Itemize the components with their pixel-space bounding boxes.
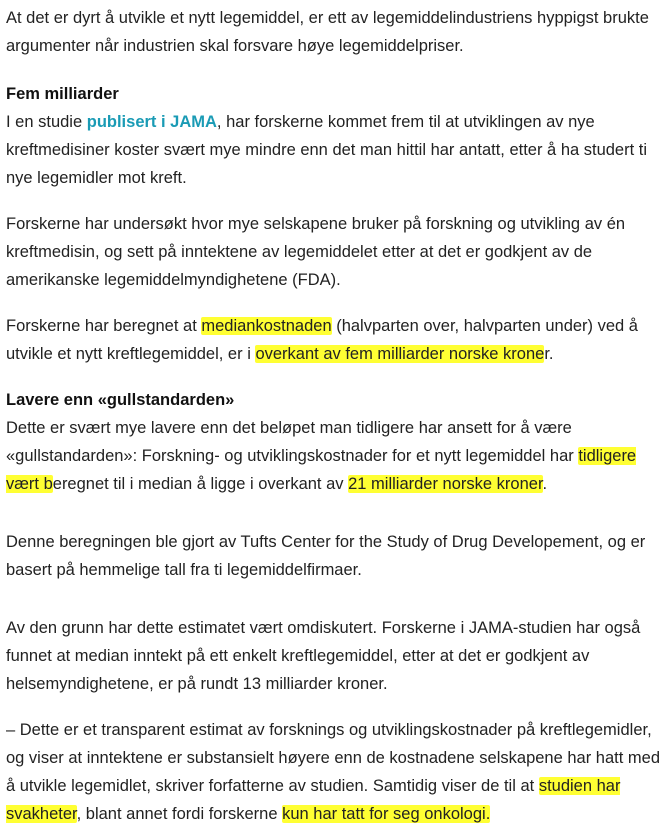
highlight-onkologi: kun har tatt for seg onkologi.	[282, 805, 491, 823]
text-segment: .	[542, 475, 548, 493]
paragraph-omdiskutert: Av den grunn har dette estimatet vært omdiskutert. Forskerne i JAMA-studien har også funnet at median inntekt på ett enkelt kreftlegemiddel, etter at det er godkjent av helsemyndighetene, er på rundt 13 milliarder kroner.	[6, 619, 641, 693]
text-segment: eregnet til i median å ligge i overkant av	[52, 475, 349, 493]
paragraph-tufts: Denne beregningen ble gjort av Tufts Center for the Study of Drug Developement, og er basert på hemmelige tall fra ti legemiddelfirmaer.	[6, 533, 646, 579]
text-segment: I en studie	[6, 113, 87, 131]
text-segment: Dette er svært mye lavere enn det beløpet man tidligere har ansett for å være «gullstandarden»: Forskning- og utviklingskostnader for et nytt legemiddel har	[6, 419, 579, 465]
paragraph-median-cost	[6, 312, 662, 368]
paragraph-research: Forskerne har undersøkt hvor mye selskapene bruker på forskning og utvikling av én kreftmedisin, og sett på inntektene av legemiddelet etter at det er godkjent av de amerikanske legemiddelmyndighetene (FDA).	[6, 215, 626, 289]
text-segment: , blant annet fordi forskerne	[76, 805, 283, 823]
paragraph-quote	[6, 716, 662, 828]
highlight-fem-milliarder: overkant av fem milliarder norske krone	[255, 345, 545, 363]
heading-fem-milliarder: Fem milliarder	[6, 85, 119, 103]
paragraph-gold-standard	[6, 414, 662, 498]
highlight-21-milliarder: 21 milliarder norske kroner	[348, 475, 543, 493]
paragraph-study	[6, 108, 662, 192]
text-segment: , har forskerne kommet frem til at utviklingen av nye kreftmedisiner koster svært mye mindre enn det man hittil har antatt, etter å ha studert ti nye legemidler mot kreft.	[6, 113, 648, 187]
intro-paragraph: At det er dyrt å utvikle et nytt legemiddel, er ett av legemiddelindustriens hyppigst brukte argumenter når industrien skal forsvare høye legemiddelpriser.	[6, 9, 649, 55]
text-segment: r.	[544, 345, 554, 363]
heading-gullstandarden: Lavere enn «gullstandarden»	[6, 391, 235, 409]
highlight-tidligere-vaert: tidligere vært b	[6, 447, 637, 493]
highlight-svakheter: studien har svakheter	[6, 777, 621, 823]
text-segment: – Dette er et transparent estimat av forsknings og utviklingskostnader på kreftlegemidler, og viser at inntektene er substansielt høyere enn de kostnadene selskapene har hatt med å utvikle legemidlet, skriver forfatterne av studien. Samtidig viser de til at	[6, 721, 660, 795]
text-segment: (halvparten over, halvparten under) ved å utvikle et nytt kreftlegemiddel, er i	[6, 317, 638, 363]
text-segment: Forskerne har beregnet at	[6, 317, 202, 335]
highlight-mediankostnaden: mediankostnaden	[201, 317, 332, 335]
jama-link[interactable]: publisert i JAMA	[86, 113, 217, 131]
